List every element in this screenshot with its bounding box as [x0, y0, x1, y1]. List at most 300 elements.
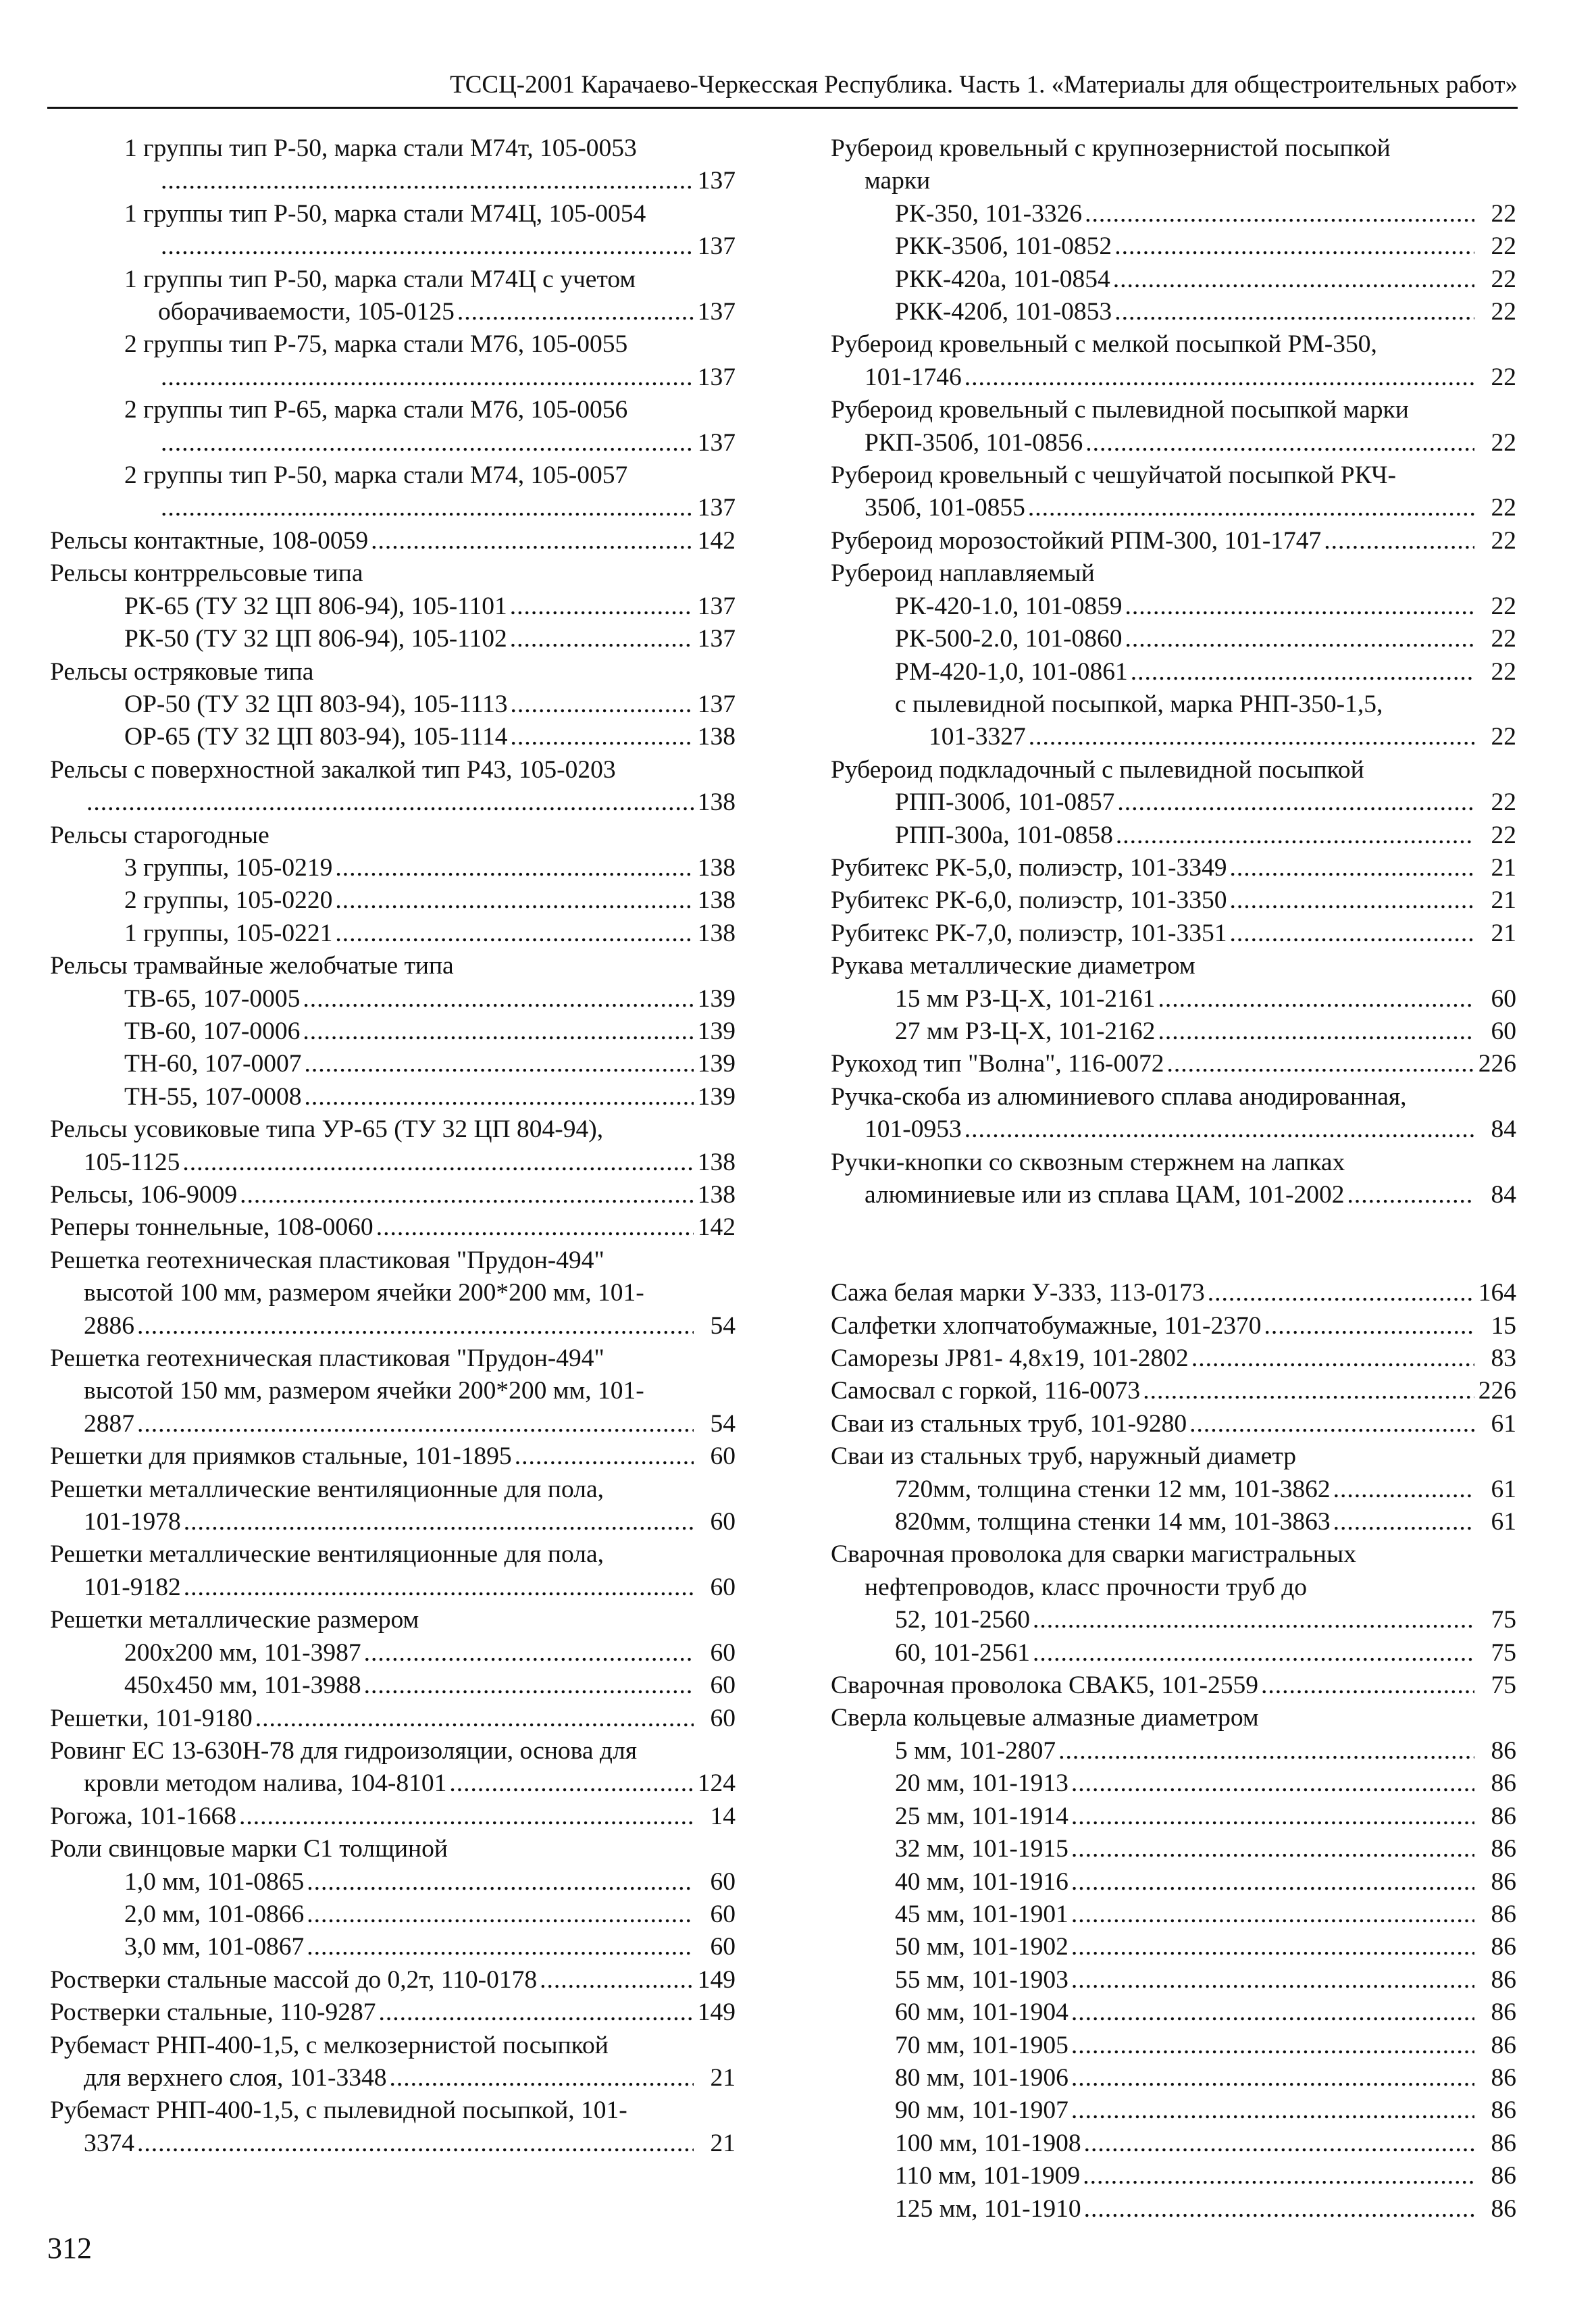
entry-page: 60 — [710, 1573, 736, 1601]
dot-leader — [184, 1506, 694, 1538]
dot-leader — [371, 525, 694, 557]
entry-text: Рубитекс РК-7,0, полиэстр, 101-3351 — [831, 919, 1227, 947]
index-entry — [50, 525, 736, 557]
dot-leader — [1125, 590, 1474, 623]
index-entry — [831, 1277, 1516, 1309]
dot-leader — [1167, 1048, 1475, 1080]
index-entry — [831, 132, 1516, 165]
entry-page: 226 — [1478, 1050, 1516, 1078]
entry-text: 40 мм, 101-1916 — [895, 1867, 1069, 1896]
entry-text: 2 группы тип Р-65, марка стали М76, 105-0056 — [124, 396, 628, 424]
dot-leader — [1058, 1735, 1474, 1767]
entry-text: 101-3327 — [929, 723, 1026, 751]
entry-page: 75 — [1491, 1606, 1516, 1634]
dot-leader — [1033, 1637, 1474, 1669]
index-entry — [50, 2062, 736, 2094]
index-entry — [50, 1996, 736, 2029]
entry-text: Саморезы JP81- 4,8x19, 101-2802 — [831, 1344, 1189, 1372]
dot-leader — [1347, 1179, 1475, 1211]
dot-leader — [1131, 656, 1474, 688]
entry-text: Решетки металлические вентиляционные для пола, — [50, 1540, 604, 1569]
index-entry — [831, 950, 1516, 982]
dot-leader — [1230, 917, 1474, 950]
index-entry — [50, 1506, 736, 1538]
index-entry — [831, 1506, 1516, 1538]
entry-page: 22 — [1491, 625, 1516, 653]
dot-leader — [510, 688, 694, 721]
index-entry — [50, 1147, 736, 1179]
index-entry — [50, 1440, 736, 1473]
entry-text: оборачиваемости, 105-0125 — [158, 298, 455, 326]
dot-leader — [307, 1898, 694, 1931]
index-entry — [831, 1996, 1516, 2029]
index-entry — [831, 1767, 1516, 1800]
index-entry — [50, 1375, 736, 1407]
entry-page: 61 — [1491, 1508, 1516, 1536]
entry-text: 2887 — [84, 1409, 134, 1438]
index-entry — [831, 1571, 1516, 1604]
index-entry — [831, 394, 1516, 426]
entry-page: 139 — [697, 1082, 736, 1111]
entry-text: РКК-420б, 101-0853 — [895, 298, 1112, 326]
entry-text: 80 мм, 101-1906 — [895, 2063, 1069, 2092]
index-entry — [50, 1931, 736, 1963]
entry-page: 86 — [1491, 1769, 1516, 1798]
entry-text: 1 группы, 105-0221 — [124, 919, 333, 947]
dot-leader — [364, 1669, 694, 1702]
index-entry — [831, 1179, 1516, 1211]
index-entry — [831, 557, 1516, 590]
entry-text: 101-0953 — [865, 1115, 962, 1144]
index-entry — [831, 1735, 1516, 1767]
entry-text: 2 группы, 105-0220 — [124, 886, 333, 915]
dot-leader — [376, 1211, 694, 1244]
entry-page: 22 — [1491, 363, 1516, 391]
index-entry — [831, 1081, 1516, 1113]
entry-text: Рукоход тип "Волна", 116-0072 — [831, 1050, 1164, 1078]
entry-text: 105-1125 — [84, 1148, 180, 1176]
index-entry — [50, 1833, 736, 1865]
entry-text: ТВ-65, 107-0005 — [124, 984, 301, 1013]
entry-text: ТН-55, 107-0008 — [124, 1082, 302, 1111]
dot-leader — [335, 884, 694, 917]
entry-text: Рубероид кровельный с чешуйчатой посыпкой РКЧ- — [831, 461, 1396, 490]
index-entry — [50, 1244, 736, 1277]
dot-leader — [1230, 852, 1474, 884]
entry-page: 137 — [697, 298, 736, 326]
entry-text: Ростверки стальные, 110-9287 — [50, 1998, 376, 2027]
entry-text: Рубитекс РК-6,0, полиэстр, 101-3350 — [831, 886, 1227, 915]
dot-leader — [1071, 2062, 1474, 2094]
dot-leader — [1116, 820, 1474, 852]
entry-text: 1 группы тип Р-50, марка стали М74Ц, 105-0054 — [124, 199, 646, 228]
index-entry — [831, 525, 1516, 557]
entry-text: нефтепроводов, класс прочности труб до — [865, 1573, 1308, 1601]
index-entry — [50, 1474, 736, 1506]
section-gap — [831, 1211, 1516, 1244]
entry-page: 138 — [697, 1148, 736, 1176]
index-entry — [50, 1898, 736, 1931]
entry-text: 2 группы тип Р-75, марка стали М76, 105-0055 — [124, 330, 628, 359]
entry-page: 226 — [1478, 1377, 1516, 1405]
page-number: 312 — [47, 2232, 92, 2265]
entry-page: 84 — [1491, 1115, 1516, 1144]
index-entry — [831, 361, 1516, 394]
entry-text: 125 мм, 101-1910 — [895, 2194, 1081, 2223]
dot-leader — [1071, 1833, 1474, 1865]
entry-page: 149 — [697, 1998, 736, 2027]
entry-text: ОР-50 (ТУ 32 ЦП 803-94), 105-1113 — [124, 690, 508, 718]
index-entry — [831, 1866, 1516, 1898]
entry-text: Сваи из стальных труб, 101-9280 — [831, 1409, 1187, 1438]
index-entry — [831, 459, 1516, 492]
dot-leader — [1143, 1375, 1474, 1407]
entry-text: РМ-420-1,0, 101-0861 — [895, 657, 1128, 686]
entry-page: 86 — [1491, 1900, 1516, 1928]
entry-page: 139 — [697, 1017, 736, 1045]
index-entry — [831, 590, 1516, 623]
index-entry — [50, 132, 736, 165]
entry-text: РПП-300а, 101-0858 — [895, 821, 1113, 849]
index-entry — [831, 983, 1516, 1015]
entry-text: Рогожа, 101-1668 — [50, 1802, 236, 1830]
entry-text: Рубемаст РНП-400-1,5, с пылевидной посыпкой, 101- — [50, 2096, 627, 2125]
dot-leader — [1324, 525, 1474, 557]
index-entry — [831, 1604, 1516, 1636]
index-entry — [50, 917, 736, 950]
index-entry — [50, 1211, 736, 1244]
index-entry — [831, 328, 1516, 361]
index-entry — [50, 1735, 736, 1767]
entry-text: марки — [865, 167, 931, 195]
index-entry — [50, 688, 736, 721]
dot-leader — [1071, 1964, 1474, 1996]
entry-text: Рельсы усовиковые типа УР-65 (ТУ 32 ЦП 804-94), — [50, 1115, 604, 1144]
entry-text: Рельсы трамвайные желобчатые типа — [50, 952, 454, 980]
dot-leader — [137, 2128, 694, 2160]
dot-leader — [540, 1964, 694, 1996]
entry-text: Роли свинцовые марки С1 толщиной — [50, 1835, 448, 1863]
dot-leader — [1261, 1669, 1474, 1702]
dot-leader — [1071, 2094, 1474, 2127]
entry-page: 137 — [697, 625, 736, 653]
entry-text: Рубероид кровельный с мелкой посыпкой РМ-350, — [831, 330, 1377, 359]
entry-page: 86 — [1491, 1867, 1516, 1896]
entry-page: 84 — [1491, 1181, 1516, 1209]
dot-leader — [1071, 1931, 1474, 1963]
entry-text: 90 мм, 101-1907 — [895, 2096, 1069, 2125]
dot-leader — [1071, 1866, 1474, 1898]
index-entry — [831, 1801, 1516, 1833]
entry-text: 101-1746 — [865, 363, 962, 391]
index-entry — [50, 1310, 736, 1342]
entry-page: 60 — [710, 1867, 736, 1896]
entry-page: 22 — [1491, 821, 1516, 849]
entry-text: Сажа белая марки У-333, 113-0173 — [831, 1279, 1205, 1307]
entry-page: 60 — [710, 1671, 736, 1700]
entry-page: 138 — [697, 788, 736, 817]
entry-text: 15 мм РЗ-Ц-Х, 101-2161 — [895, 984, 1156, 1013]
index-entry — [831, 1015, 1516, 1048]
entry-text: 5 мм, 101-2807 — [895, 1736, 1056, 1765]
dot-leader — [1028, 492, 1474, 524]
index-entry — [50, 1964, 736, 1996]
dot-leader — [184, 1571, 694, 1604]
entry-text: 100 мм, 101-1908 — [895, 2129, 1081, 2157]
index-entry — [831, 230, 1516, 263]
dot-leader — [1264, 1310, 1474, 1342]
entry-page: 83 — [1491, 1344, 1516, 1372]
entry-page: 137 — [697, 232, 736, 261]
entry-page: 21 — [710, 2063, 736, 2092]
index-entry — [50, 820, 736, 852]
entry-text: 50 мм, 101-1902 — [895, 1933, 1069, 1961]
index-entry — [831, 427, 1516, 459]
entry-text: 25 мм, 101-1914 — [895, 1802, 1069, 1830]
index-entry — [50, 721, 736, 753]
index-entry — [50, 198, 736, 230]
header-title: ТССЦ-2001 Карачаево-Черкесская Республика. Часть 1. «Материалы для общестроительных работ» — [450, 71, 1518, 99]
index-entry — [50, 950, 736, 982]
dot-leader — [457, 296, 694, 328]
index-entry — [831, 754, 1516, 786]
dot-leader — [1113, 263, 1474, 296]
entry-page: 21 — [710, 2129, 736, 2157]
index-entry — [831, 1342, 1516, 1375]
dot-leader — [161, 165, 694, 197]
entry-page: 22 — [1491, 265, 1516, 293]
index-entry — [50, 1669, 736, 1702]
entry-page: 60 — [1491, 984, 1516, 1013]
entry-text: Ручки-кнопки со сквозным стержнем на лапках — [831, 1148, 1345, 1176]
index-entry — [831, 1931, 1516, 1963]
dot-leader — [1208, 1277, 1474, 1309]
index-entry — [50, 1637, 736, 1669]
entry-page: 15 — [1491, 1311, 1516, 1340]
entry-page: 138 — [697, 853, 736, 882]
entry-text: Рубитекс РК-5,0, полиэстр, 101-3349 — [831, 853, 1227, 882]
dot-leader — [449, 1767, 694, 1800]
entry-page: 86 — [1491, 1736, 1516, 1765]
entry-text: высотой 100 мм, размером ячейки 200*200 мм, 101- — [84, 1279, 644, 1307]
entry-page: 22 — [1491, 199, 1516, 228]
entry-text: Рубероид кровельный с пылевидной посыпкой марки — [831, 396, 1409, 424]
index-entry — [50, 165, 736, 197]
dot-leader — [1085, 427, 1474, 459]
entry-page: 86 — [1491, 2031, 1516, 2059]
entry-text: 52, 101-2560 — [895, 1606, 1030, 1634]
entry-text: высотой 150 мм, размером ячейки 200*200 мм, 101- — [84, 1377, 644, 1405]
index-entry — [831, 623, 1516, 655]
dot-leader — [1084, 2128, 1474, 2160]
entry-text: Сваи из стальных труб, наружный диаметр — [831, 1442, 1297, 1471]
index-entry — [831, 820, 1516, 852]
index-entry — [50, 1179, 736, 1211]
dot-leader — [364, 1637, 694, 1669]
entry-page: 86 — [1491, 2162, 1516, 2190]
dot-leader — [1333, 1474, 1474, 1506]
entry-page: 149 — [697, 1965, 736, 1994]
index-entry — [50, 361, 736, 394]
index-entry — [831, 852, 1516, 884]
dot-leader — [307, 1866, 694, 1898]
index-entry — [831, 198, 1516, 230]
index-entry — [831, 2160, 1516, 2192]
index-entry — [50, 1866, 736, 1898]
dot-leader — [335, 852, 694, 884]
dot-leader — [335, 917, 694, 950]
entry-page: 86 — [1491, 1802, 1516, 1830]
index-entry — [50, 1277, 736, 1309]
dot-leader — [1158, 983, 1474, 1015]
entry-page: 138 — [697, 723, 736, 751]
entry-text: Ростверки стальные массой до 0,2т, 110-0178 — [50, 1965, 538, 1994]
index-entry — [50, 786, 736, 819]
index-entry — [831, 1310, 1516, 1342]
dot-leader — [86, 786, 694, 819]
index-entry — [831, 492, 1516, 524]
index-column-left — [50, 132, 736, 2160]
index-entry — [831, 2193, 1516, 2225]
entry-text: ТВ-60, 107-0006 — [124, 1017, 301, 1045]
entry-text: 2 группы тип Р-50, марка стали М74, 105-0057 — [124, 461, 628, 490]
index-entry — [50, 1801, 736, 1833]
entry-text: 27 мм РЗ-Ц-Х, 101-2162 — [895, 1017, 1156, 1045]
index-entry — [831, 1964, 1516, 1996]
entry-text: 20 мм, 101-1913 — [895, 1769, 1069, 1798]
entry-page: 22 — [1491, 723, 1516, 751]
dot-leader — [1071, 1996, 1474, 2029]
dot-leader — [1125, 623, 1474, 655]
entry-text: Реперы тоннельные, 108-0060 — [50, 1213, 374, 1242]
dot-leader — [303, 1015, 694, 1048]
index-entry — [50, 656, 736, 688]
entry-page: 60 — [710, 1900, 736, 1928]
entry-page: 139 — [697, 984, 736, 1013]
entry-page: 124 — [697, 1769, 736, 1798]
entry-page: 86 — [1491, 1965, 1516, 1994]
dot-leader — [239, 1801, 694, 1833]
entry-page: 86 — [1491, 1835, 1516, 1863]
entry-page: 137 — [697, 494, 736, 522]
entry-text: Решетки металлические вентиляционные для пола, — [50, 1475, 604, 1503]
dot-leader — [1071, 2030, 1474, 2062]
dot-leader — [304, 1081, 694, 1113]
index-entry — [50, 394, 736, 426]
entry-page: 142 — [697, 1213, 736, 1242]
entry-text: Рубероид наплавляемый — [831, 559, 1095, 588]
index-entry — [50, 2030, 736, 2062]
dot-leader — [378, 1996, 694, 2029]
dot-leader — [1071, 1801, 1474, 1833]
dot-leader — [137, 1310, 694, 1342]
entry-page: 138 — [697, 1181, 736, 1209]
entry-text: Рубероид подкладочный с пылевидной посыпкой — [831, 755, 1364, 784]
entry-page: 22 — [1491, 298, 1516, 326]
index-entry — [50, 1538, 736, 1571]
dot-leader — [182, 1147, 694, 1179]
index-entry — [50, 1604, 736, 1636]
index-entry — [50, 852, 736, 884]
entry-page: 139 — [697, 1050, 736, 1078]
entry-text: 3,0 мм, 101-0867 — [124, 1933, 305, 1961]
dot-leader — [510, 590, 694, 623]
entry-text: 1,0 мм, 101-0865 — [124, 1867, 305, 1896]
index-entry — [50, 427, 736, 459]
index-entry — [831, 1833, 1516, 1865]
entry-page: 60 — [710, 1508, 736, 1536]
entry-text: 110 мм, 101-1909 — [895, 2162, 1081, 2190]
entry-text: 3 группы, 105-0219 — [124, 853, 333, 882]
entry-text: РКП-350б, 101-0856 — [865, 428, 1083, 457]
index-entry — [50, 2128, 736, 2160]
entry-page: 137 — [697, 167, 736, 195]
index-entry — [831, 1898, 1516, 1931]
entry-text: Сварочная проволока СВАК5, 101-2559 — [831, 1671, 1258, 1700]
index-entry — [50, 296, 736, 328]
dot-leader — [161, 427, 694, 459]
index-entry — [831, 2030, 1516, 2062]
entry-text: 45 мм, 101-1901 — [895, 1900, 1069, 1928]
entry-text: ОР-65 (ТУ 32 ЦП 803-94), 105-1114 — [124, 723, 508, 751]
dot-leader — [1114, 296, 1474, 328]
dot-leader — [1114, 230, 1474, 263]
dot-leader — [1230, 884, 1474, 917]
index-entry — [831, 1440, 1516, 1473]
entry-text: 101-1978 — [84, 1508, 181, 1536]
entry-page: 54 — [710, 1409, 736, 1438]
index-entry — [831, 1147, 1516, 1179]
entry-text: Решетки, 101-9180 — [50, 1704, 253, 1732]
dot-leader — [161, 230, 694, 263]
index-entry — [831, 2062, 1516, 2094]
index-entry — [50, 1048, 736, 1080]
index-entry — [831, 884, 1516, 917]
index-entry — [50, 1081, 736, 1113]
dot-leader — [1117, 786, 1474, 819]
entry-page: 21 — [1491, 853, 1516, 882]
dot-leader — [1191, 1342, 1474, 1375]
index-entry — [50, 1113, 736, 1146]
entry-text: Рельсы старогодные — [50, 821, 269, 849]
entry-page: 137 — [697, 428, 736, 457]
index-entry — [50, 623, 736, 655]
index-entry — [50, 1015, 736, 1048]
dot-leader — [510, 721, 694, 753]
entry-text: Рельсы остряковые типа — [50, 657, 314, 686]
entry-text: Сверла кольцевые алмазные диаметром — [831, 1704, 1259, 1732]
entry-text: 450х450 мм, 101-3988 — [124, 1671, 361, 1700]
entry-page: 54 — [710, 1311, 736, 1340]
index-entry — [831, 2128, 1516, 2160]
entry-text: алюминиевые или из сплава ЦАМ, 101-2002 — [865, 1181, 1345, 1209]
dot-leader — [304, 1048, 694, 1080]
entry-page: 86 — [1491, 1933, 1516, 1961]
entry-page: 137 — [697, 363, 736, 391]
dot-leader — [964, 1113, 1474, 1146]
entry-text: Рубероид морозостойкий РПМ-300, 101-1747 — [831, 526, 1322, 555]
entry-text: Рельсы, 106-9009 — [50, 1181, 238, 1209]
index-entry — [831, 296, 1516, 328]
dot-leader — [1084, 2193, 1474, 2225]
index-entry — [50, 1767, 736, 1800]
index-entry — [50, 1408, 736, 1440]
entry-text: Решетки металлические размером — [50, 1606, 419, 1634]
entry-text: Рельсы контактные, 108-0059 — [50, 526, 369, 555]
dot-leader — [515, 1440, 694, 1473]
index-entry — [50, 459, 736, 492]
entry-text: Рубемаст РНП-400-1,5, с мелкозернистой посыпкой — [50, 2031, 609, 2059]
